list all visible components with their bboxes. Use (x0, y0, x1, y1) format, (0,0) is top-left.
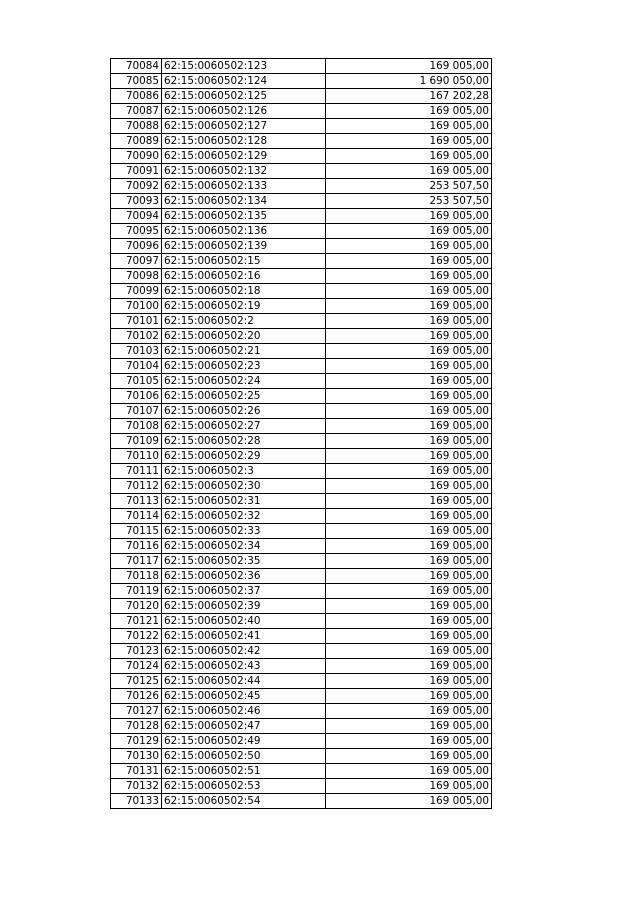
table-row (111, 599, 492, 614)
table-row (111, 344, 492, 359)
row-number-cell: 70084 (111, 59, 162, 74)
cadastral-value-cell: 169 005,00 (326, 554, 492, 569)
cadastral-number-cell: 62:15:0060502:54 (162, 794, 326, 809)
row-number-cell: 70096 (111, 239, 162, 254)
row-number-cell: 70125 (111, 674, 162, 689)
row-number-cell: 70120 (111, 599, 162, 614)
cadastral-value-cell: 169 005,00 (326, 494, 492, 509)
row-number-cell: 70089 (111, 134, 162, 149)
row-number-cell: 70114 (111, 509, 162, 524)
cadastral-number-cell: 62:15:0060502:28 (162, 434, 326, 449)
cadastral-number-cell: 62:15:0060502:24 (162, 374, 326, 389)
cadastral-value-cell: 169 005,00 (326, 254, 492, 269)
row-number-cell: 70086 (111, 89, 162, 104)
table-row (111, 629, 492, 644)
cadastral-value-cell: 169 005,00 (326, 434, 492, 449)
cadastral-value-cell: 169 005,00 (326, 569, 492, 584)
table-body (111, 59, 492, 809)
cadastral-number-cell: 62:15:0060502:16 (162, 269, 326, 284)
cadastral-value-cell: 169 005,00 (326, 224, 492, 239)
cadastral-number-cell: 62:15:0060502:51 (162, 764, 326, 779)
table-row (111, 224, 492, 239)
table-row (111, 644, 492, 659)
table-row (111, 689, 492, 704)
row-number-cell: 70099 (111, 284, 162, 299)
cadastral-number-cell: 62:15:0060502:18 (162, 284, 326, 299)
table-row (111, 119, 492, 134)
row-number-cell: 70090 (111, 149, 162, 164)
cadastral-value-cell: 169 005,00 (326, 584, 492, 599)
cadastral-value-cell: 169 005,00 (326, 659, 492, 674)
row-number-cell: 70115 (111, 524, 162, 539)
cadastral-value-table (110, 58, 492, 809)
cadastral-value-cell: 169 005,00 (326, 239, 492, 254)
table-row (111, 464, 492, 479)
cadastral-number-cell: 62:15:0060502:26 (162, 404, 326, 419)
table-row (111, 299, 492, 314)
cadastral-value-cell: 169 005,00 (326, 59, 492, 74)
table-row (111, 764, 492, 779)
cadastral-number-cell: 62:15:0060502:53 (162, 779, 326, 794)
table-row (111, 179, 492, 194)
row-number-cell: 70088 (111, 119, 162, 134)
row-number-cell: 70106 (111, 389, 162, 404)
row-number-cell: 70091 (111, 164, 162, 179)
row-number-cell: 70109 (111, 434, 162, 449)
cadastral-value-cell: 169 005,00 (326, 449, 492, 464)
cadastral-value-cell: 169 005,00 (326, 299, 492, 314)
cadastral-number-cell: 62:15:0060502:139 (162, 239, 326, 254)
cadastral-value-cell: 169 005,00 (326, 269, 492, 284)
row-number-cell: 70123 (111, 644, 162, 659)
cadastral-number-cell: 62:15:0060502:39 (162, 599, 326, 614)
table-row (111, 419, 492, 434)
cadastral-value-cell: 169 005,00 (326, 404, 492, 419)
cadastral-number-cell: 62:15:0060502:34 (162, 539, 326, 554)
row-number-cell: 70117 (111, 554, 162, 569)
table-row (111, 614, 492, 629)
cadastral-number-cell: 62:15:0060502:27 (162, 419, 326, 434)
table-row (111, 149, 492, 164)
cadastral-number-cell: 62:15:0060502:25 (162, 389, 326, 404)
cadastral-value-cell: 169 005,00 (326, 674, 492, 689)
row-number-cell: 70100 (111, 299, 162, 314)
cadastral-value-cell: 169 005,00 (326, 599, 492, 614)
table-row (111, 524, 492, 539)
cadastral-number-cell: 62:15:0060502:124 (162, 74, 326, 89)
cadastral-number-cell: 62:15:0060502:31 (162, 494, 326, 509)
cadastral-value-cell: 169 005,00 (326, 284, 492, 299)
table-row (111, 434, 492, 449)
row-number-cell: 70097 (111, 254, 162, 269)
cadastral-number-cell: 62:15:0060502:2 (162, 314, 326, 329)
row-number-cell: 70103 (111, 344, 162, 359)
row-number-cell: 70104 (111, 359, 162, 374)
cadastral-value-cell: 169 005,00 (326, 524, 492, 539)
row-number-cell: 70118 (111, 569, 162, 584)
cadastral-number-cell: 62:15:0060502:41 (162, 629, 326, 644)
table-row (111, 719, 492, 734)
table-row (111, 104, 492, 119)
table-row (111, 539, 492, 554)
row-number-cell: 70128 (111, 719, 162, 734)
row-number-cell: 70111 (111, 464, 162, 479)
table-row (111, 59, 492, 74)
row-number-cell: 70119 (111, 584, 162, 599)
row-number-cell: 70085 (111, 74, 162, 89)
cadastral-value-cell: 169 005,00 (326, 794, 492, 809)
row-number-cell: 70113 (111, 494, 162, 509)
cadastral-number-cell: 62:15:0060502:125 (162, 89, 326, 104)
cadastral-number-cell: 62:15:0060502:23 (162, 359, 326, 374)
cadastral-value-cell: 169 005,00 (326, 419, 492, 434)
cadastral-value-cell: 253 507,50 (326, 179, 492, 194)
table-row (111, 494, 492, 509)
cadastral-number-cell: 62:15:0060502:30 (162, 479, 326, 494)
row-number-cell: 70095 (111, 224, 162, 239)
cadastral-number-cell: 62:15:0060502:132 (162, 164, 326, 179)
cadastral-number-cell: 62:15:0060502:37 (162, 584, 326, 599)
cadastral-value-cell: 169 005,00 (326, 149, 492, 164)
cadastral-value-cell: 169 005,00 (326, 119, 492, 134)
cadastral-number-cell: 62:15:0060502:45 (162, 689, 326, 704)
cadastral-number-cell: 62:15:0060502:129 (162, 149, 326, 164)
document-page (110, 58, 491, 809)
table-row (111, 554, 492, 569)
cadastral-value-cell: 169 005,00 (326, 704, 492, 719)
table-row (111, 389, 492, 404)
cadastral-value-cell: 169 005,00 (326, 614, 492, 629)
row-number-cell: 70124 (111, 659, 162, 674)
table-row (111, 374, 492, 389)
table-row (111, 194, 492, 209)
row-number-cell: 70131 (111, 764, 162, 779)
cadastral-number-cell: 62:15:0060502:123 (162, 59, 326, 74)
cadastral-number-cell: 62:15:0060502:46 (162, 704, 326, 719)
cadastral-value-cell: 169 005,00 (326, 389, 492, 404)
cadastral-number-cell: 62:15:0060502:50 (162, 749, 326, 764)
row-number-cell: 70092 (111, 179, 162, 194)
row-number-cell: 70098 (111, 269, 162, 284)
cadastral-number-cell: 62:15:0060502:135 (162, 209, 326, 224)
row-number-cell: 70101 (111, 314, 162, 329)
cadastral-number-cell: 62:15:0060502:43 (162, 659, 326, 674)
row-number-cell: 70130 (111, 749, 162, 764)
cadastral-number-cell: 62:15:0060502:126 (162, 104, 326, 119)
table-row (111, 779, 492, 794)
cadastral-number-cell: 62:15:0060502:40 (162, 614, 326, 629)
table-row (111, 134, 492, 149)
table-row (111, 734, 492, 749)
table-row (111, 749, 492, 764)
row-number-cell: 70094 (111, 209, 162, 224)
row-number-cell: 70102 (111, 329, 162, 344)
table-row (111, 284, 492, 299)
cadastral-number-cell: 62:15:0060502:19 (162, 299, 326, 314)
table-row (111, 704, 492, 719)
cadastral-value-cell: 169 005,00 (326, 374, 492, 389)
cadastral-value-cell: 169 005,00 (326, 209, 492, 224)
table-row (111, 329, 492, 344)
cadastral-value-cell: 169 005,00 (326, 104, 492, 119)
cadastral-number-cell: 62:15:0060502:29 (162, 449, 326, 464)
cadastral-value-cell: 169 005,00 (326, 644, 492, 659)
cadastral-number-cell: 62:15:0060502:42 (162, 644, 326, 659)
cadastral-value-cell: 169 005,00 (326, 329, 492, 344)
cadastral-number-cell: 62:15:0060502:21 (162, 344, 326, 359)
row-number-cell: 70110 (111, 449, 162, 464)
table-row (111, 659, 492, 674)
table-row (111, 254, 492, 269)
table-row (111, 164, 492, 179)
cadastral-value-cell: 169 005,00 (326, 314, 492, 329)
cadastral-value-cell: 169 005,00 (326, 764, 492, 779)
row-number-cell: 70132 (111, 779, 162, 794)
row-number-cell: 70122 (111, 629, 162, 644)
row-number-cell: 70093 (111, 194, 162, 209)
cadastral-number-cell: 62:15:0060502:32 (162, 509, 326, 524)
cadastral-value-cell: 169 005,00 (326, 629, 492, 644)
table-row (111, 584, 492, 599)
cadastral-number-cell: 62:15:0060502:134 (162, 194, 326, 209)
cadastral-value-cell: 169 005,00 (326, 734, 492, 749)
table-row (111, 404, 492, 419)
table-row (111, 449, 492, 464)
cadastral-value-cell: 167 202,28 (326, 89, 492, 104)
cadastral-number-cell: 62:15:0060502:133 (162, 179, 326, 194)
cadastral-value-cell: 253 507,50 (326, 194, 492, 209)
cadastral-number-cell: 62:15:0060502:127 (162, 119, 326, 134)
cadastral-value-cell: 169 005,00 (326, 749, 492, 764)
table-row (111, 569, 492, 584)
cadastral-value-cell: 169 005,00 (326, 359, 492, 374)
cadastral-number-cell: 62:15:0060502:49 (162, 734, 326, 749)
table-row (111, 74, 492, 89)
row-number-cell: 70087 (111, 104, 162, 119)
table-row (111, 239, 492, 254)
row-number-cell: 70129 (111, 734, 162, 749)
cadastral-value-cell: 169 005,00 (326, 164, 492, 179)
row-number-cell: 70105 (111, 374, 162, 389)
cadastral-number-cell: 62:15:0060502:15 (162, 254, 326, 269)
table-row (111, 89, 492, 104)
row-number-cell: 70127 (111, 704, 162, 719)
cadastral-value-cell: 169 005,00 (326, 539, 492, 554)
cadastral-number-cell: 62:15:0060502:3 (162, 464, 326, 479)
cadastral-value-cell: 169 005,00 (326, 464, 492, 479)
cadastral-value-cell: 169 005,00 (326, 479, 492, 494)
row-number-cell: 70107 (111, 404, 162, 419)
table-row (111, 794, 492, 809)
row-number-cell: 70116 (111, 539, 162, 554)
cadastral-value-cell: 169 005,00 (326, 689, 492, 704)
cadastral-number-cell: 62:15:0060502:136 (162, 224, 326, 239)
cadastral-number-cell: 62:15:0060502:33 (162, 524, 326, 539)
cadastral-value-cell: 169 005,00 (326, 509, 492, 524)
row-number-cell: 70121 (111, 614, 162, 629)
cadastral-number-cell: 62:15:0060502:128 (162, 134, 326, 149)
cadastral-number-cell: 62:15:0060502:47 (162, 719, 326, 734)
cadastral-number-cell: 62:15:0060502:44 (162, 674, 326, 689)
cadastral-value-cell: 169 005,00 (326, 134, 492, 149)
cadastral-number-cell: 62:15:0060502:20 (162, 329, 326, 344)
table-row (111, 314, 492, 329)
table-row (111, 479, 492, 494)
cadastral-value-cell: 169 005,00 (326, 779, 492, 794)
row-number-cell: 70126 (111, 689, 162, 704)
table-row (111, 209, 492, 224)
cadastral-number-cell: 62:15:0060502:35 (162, 554, 326, 569)
cadastral-value-cell: 169 005,00 (326, 344, 492, 359)
cadastral-value-cell: 169 005,00 (326, 719, 492, 734)
cadastral-number-cell: 62:15:0060502:36 (162, 569, 326, 584)
table-row (111, 509, 492, 524)
row-number-cell: 70112 (111, 479, 162, 494)
table-row (111, 359, 492, 374)
row-number-cell: 70133 (111, 794, 162, 809)
table-row (111, 269, 492, 284)
table-row (111, 674, 492, 689)
row-number-cell: 70108 (111, 419, 162, 434)
cadastral-value-cell: 1 690 050,00 (326, 74, 492, 89)
